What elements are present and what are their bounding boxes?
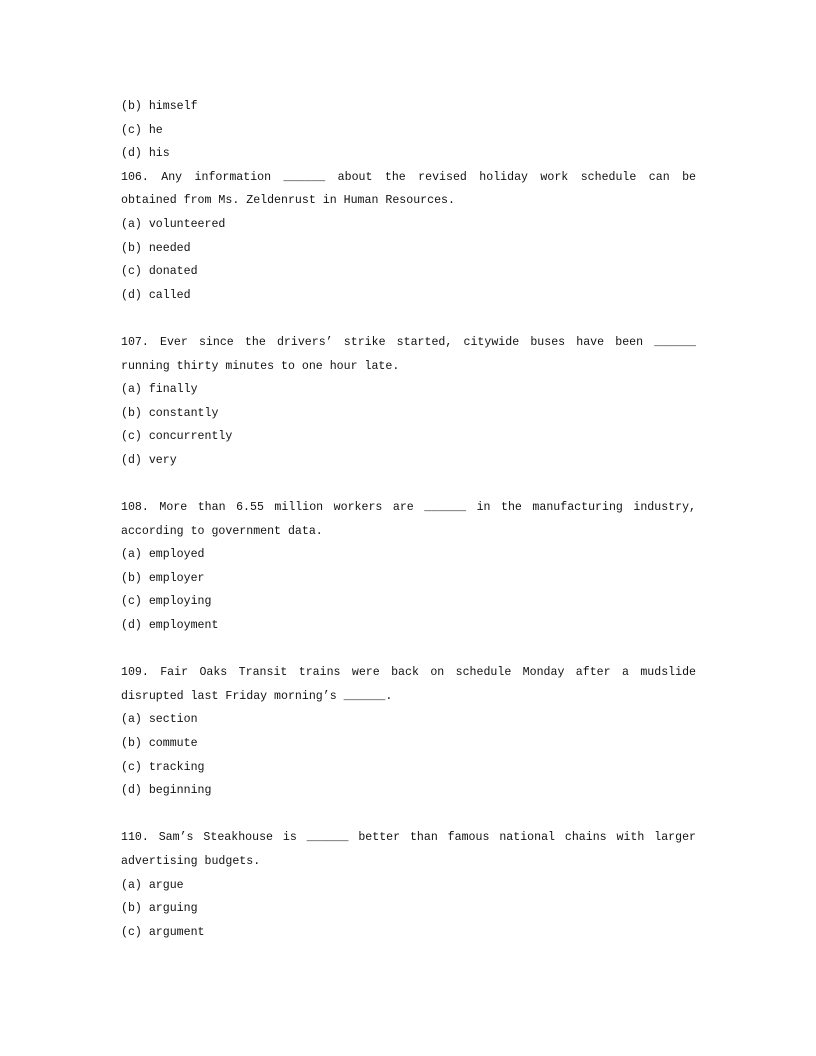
blank-line xyxy=(121,307,696,331)
document-page xyxy=(121,95,696,944)
answer-option: (b) needed xyxy=(121,241,191,255)
question-stem: disrupted last Friday morning’s ______. xyxy=(121,689,393,703)
answer-option: (b) employer xyxy=(121,571,205,585)
question-stem: obtained from Ms. Zeldenrust in Human Resources. xyxy=(121,194,455,208)
answer-option: (c) tracking xyxy=(121,760,205,774)
question-stem: 110. Sam’s Steakhouse is ______ better than famous national chains with larger xyxy=(121,831,696,845)
question-stem: 107. Ever since the drivers’ strike started, citywide buses have been ______ xyxy=(121,335,696,349)
answer-option: (a) finally xyxy=(121,383,198,397)
answer-option: (d) called xyxy=(121,288,191,302)
question-stem: advertising budgets. xyxy=(121,855,261,868)
question-stem: 106. Any information ______ about the revised holiday work schedule can be xyxy=(121,170,696,184)
answer-option: (b) commute xyxy=(121,737,198,751)
question-stem: according to government data. xyxy=(121,524,323,538)
answer-option: (c) employing xyxy=(121,595,212,609)
question-stem: 108. More than 6.55 million workers are ______ in the manufacturing industry, xyxy=(121,501,696,515)
question-stem: 109. Fair Oaks Transit trains were back on schedule Monday after a mudslide xyxy=(121,666,696,680)
answer-option: (c) concurrently xyxy=(121,430,233,444)
question-stem: running thirty minutes to one hour late. xyxy=(121,359,400,373)
answer-option: (a) volunteered xyxy=(121,217,226,231)
answer-option: (d) employment xyxy=(121,619,219,633)
answer-option: (a) employed xyxy=(121,548,205,562)
answer-option: (d) very xyxy=(121,453,177,467)
answer-option: (c) he xyxy=(121,123,163,137)
blank-line xyxy=(121,473,696,497)
blank-line xyxy=(121,638,696,662)
answer-option: (b) constantly xyxy=(121,406,219,420)
blank-line xyxy=(121,803,696,827)
answer-option: (d) beginning xyxy=(121,784,212,798)
answer-option: (a) section xyxy=(121,713,198,727)
answer-option: (b) arguing xyxy=(121,902,198,916)
answer-option: (a) argue xyxy=(121,878,184,892)
answer-option: (b) himself xyxy=(121,100,198,113)
answer-option: (c) argument xyxy=(121,925,205,939)
answer-option: (c) donated xyxy=(121,265,198,279)
answer-option: (d) his xyxy=(121,147,170,161)
